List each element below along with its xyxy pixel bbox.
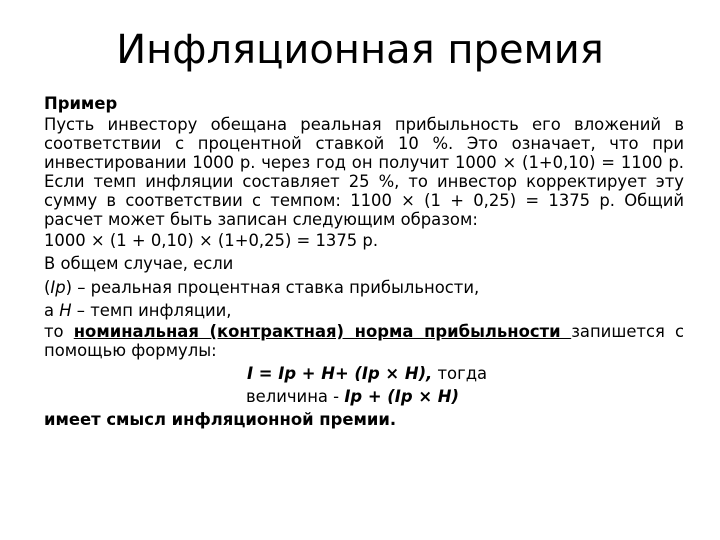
slide-body: [44, 92, 684, 432]
premium-word: величина -: [246, 387, 345, 407]
formula-expression: I = Ip + H+ (Ip × H),: [247, 364, 433, 384]
nominal-prefix: то: [44, 322, 74, 342]
premium-line: [44, 385, 684, 408]
conclusion-line: имеет смысл инфляционной премии.: [44, 410, 397, 430]
ip-definition: [44, 276, 684, 299]
formula-tail: тогда: [432, 364, 488, 384]
ip-open-paren: (: [44, 277, 51, 297]
h-definition: [44, 299, 684, 322]
h-definition-text: – темп инфляции,: [71, 300, 232, 320]
general-case-line: В общем случае, если: [44, 254, 234, 274]
calculation-line: 1000 × (1 + 0,10) × (1+0,25) = 1375 р.: [44, 231, 379, 251]
ip-symbol: Ip: [50, 277, 66, 297]
example-paragraph: Пусть инвестору обещана реальная прибыльность его вложений в соответствии с процентной ставкой 10 %. Это означает, что при инвестировании 1000 р. через год он получит 1000 × (1+0,10) = 1100 р. Если темп инфляции составляет 25 %, то инвестор корректирует эту сумму в соответствии с темпом: 1100 × (1 + 0,25) = 1375 р. Общий расчет может быть записан следующим образом:: [44, 115, 684, 230]
premium-expression: Ip + (Ip × H): [344, 387, 459, 407]
ip-definition-text: ) – реальная процентная ставка прибыльности,: [65, 277, 480, 297]
slide-title: Инфляционная премия: [116, 27, 604, 73]
h-prefix: а: [44, 300, 60, 320]
nominal-rate-line: [44, 322, 684, 360]
nominal-suffix: запишется с помощью формулы:: [44, 322, 684, 361]
formula-line: [44, 362, 684, 385]
example-heading: Пример: [44, 94, 118, 113]
h-symbol: H: [59, 300, 72, 320]
nominal-rate-term: номинальная (контрактная) норма прибыльности: [73, 322, 572, 342]
